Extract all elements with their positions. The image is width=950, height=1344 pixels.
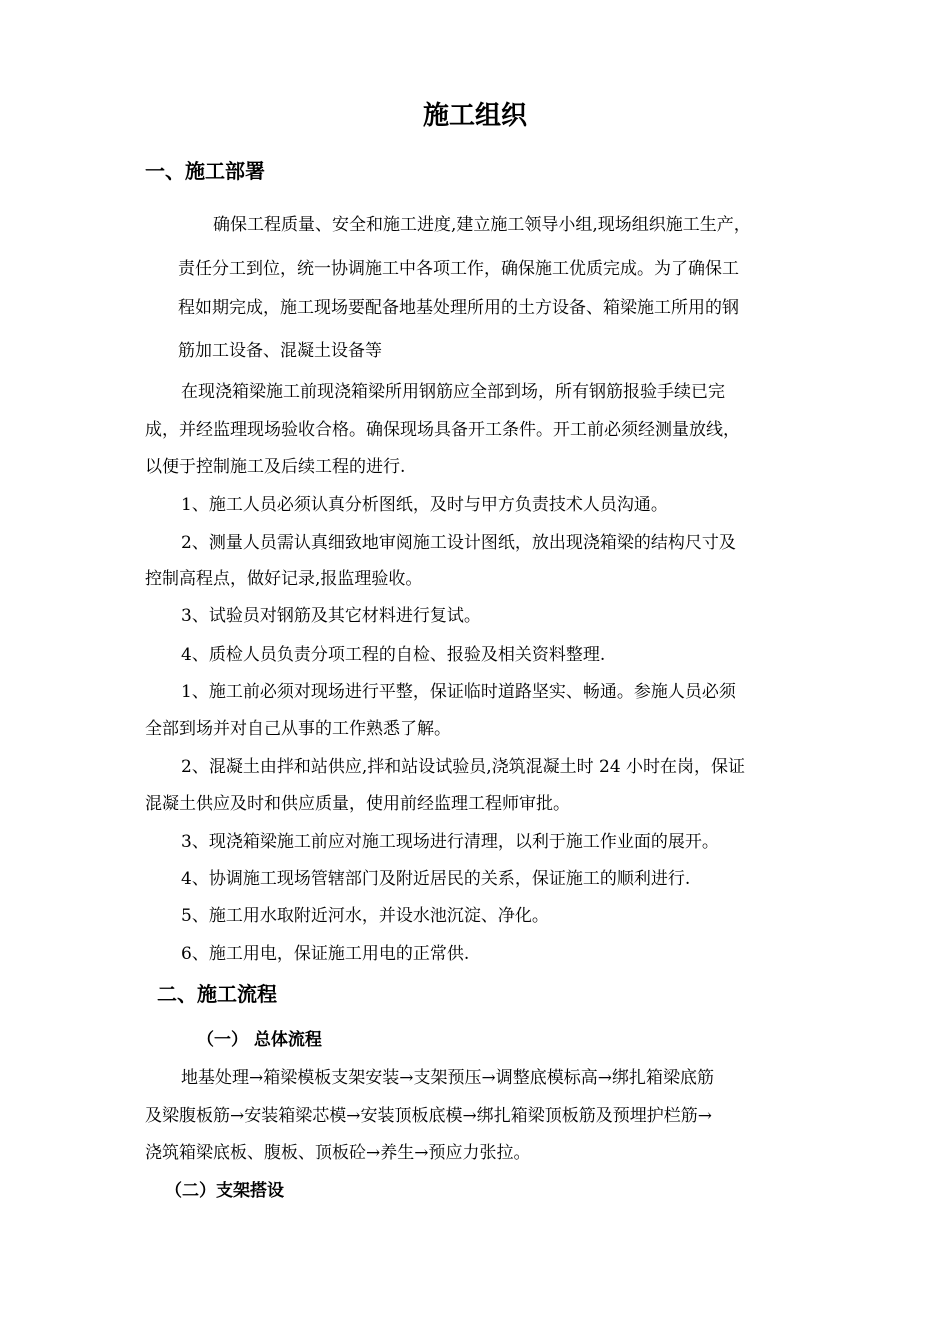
list-item-continuation: 全部到场并对自己从事的工作熟悉了解。	[145, 719, 451, 739]
list-item: 2、测量人员需认真细致地审阅施工设计图纸，放出现浇箱梁的结构尺寸及	[181, 533, 736, 553]
paragraph-line: 责任分工到位，统一协调施工中各项工作，确保施工优质完成。为了确保工	[178, 259, 739, 279]
list-item: 3、现浇箱梁施工前应对施工现场进行清理，以利于施工作业面的展开。	[181, 832, 719, 852]
paragraph-line: 成，并经监理现场验收合格。确保现场具备开工条件。开工前必须经测量放线，	[145, 420, 740, 440]
subsection-heading-overall-process: （一） 总体流程	[197, 1030, 322, 1050]
paragraph-line: 确保工程质量、安全和施工进度,建立施工领导小组,现场组织施工生产，	[213, 215, 751, 235]
list-item: 4、质检人员负责分项工程的自检、报验及相关资料整理.	[181, 645, 606, 665]
subsection-heading-scaffold: （二）支架搭设	[165, 1181, 284, 1201]
list-item-continuation: 混凝土供应及时和供应质量，使用前经监理工程师审批。	[145, 794, 570, 814]
section-heading-deployment: 一、施工部署	[145, 159, 265, 183]
paragraph-line: 浇筑箱梁底板、腹板、顶板砼→养生→预应力张拉。	[145, 1143, 531, 1163]
list-item-continuation: 控制高程点，做好记录,报监理验收。	[145, 569, 423, 589]
paragraph-line: 程如期完成，施工现场要配备地基处理所用的土方设备、箱梁施工所用的钢	[178, 298, 739, 318]
list-item: 3、试验员对钢筋及其它材料进行复试。	[181, 606, 481, 626]
paragraph-line: 以便于控制施工及后续工程的进行.	[145, 457, 406, 477]
list-item: 6、施工用电，保证施工用电的正常供.	[181, 944, 470, 964]
list-item: 1、施工前必须对现场进行平整，保证临时道路坚实、畅通。参施人员必须	[181, 682, 736, 702]
paragraph-line: 在现浇箱梁施工前现浇箱梁所用钢筋应全部到场，所有钢筋报验手续已完	[181, 382, 725, 402]
list-item: 1、施工人员必须认真分析图纸，及时与甲方负责技术人员沟通。	[181, 495, 668, 515]
paragraph-line: 地基处理→箱梁模板支架安装→支架预压→调整底模标高→绑扎箱梁底筋	[181, 1068, 714, 1088]
paragraph-line: 筋加工设备、混凝土设备等	[178, 341, 382, 361]
list-item: 5、施工用水取附近河水，并设水池沉淀、净化。	[181, 906, 549, 926]
list-item: 4、协调施工现场管辖部门及附近居民的关系，保证施工的顺利进行.	[181, 869, 691, 889]
section-heading-process: 二、施工流程	[157, 982, 277, 1006]
list-item: 2、混凝土由拌和站供应,拌和站设试验员,浇筑混凝土时 24 小时在岗，保证	[181, 757, 746, 777]
document-title: 施工组织	[422, 101, 527, 131]
paragraph-line: 及梁腹板筋→安装箱梁芯模→安装顶板底模→绑扎箱梁顶板筋及预埋护栏筋→	[145, 1106, 712, 1126]
